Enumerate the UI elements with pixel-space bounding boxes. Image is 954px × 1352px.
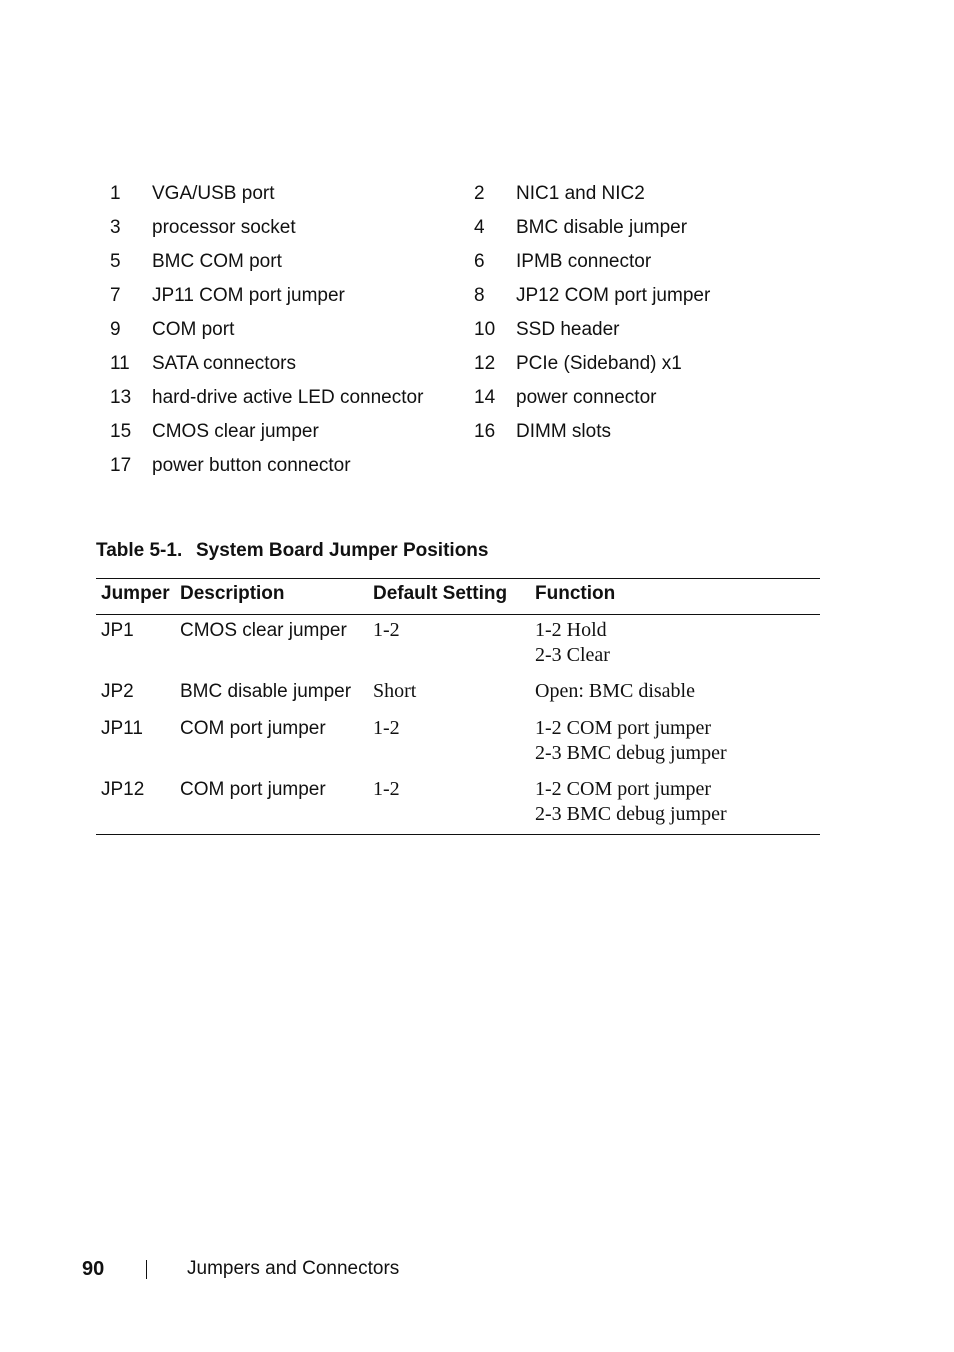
- legend-label: power connector: [516, 387, 657, 408]
- legend-label: JP11 COM port jumper: [152, 285, 345, 306]
- legend-number: 15: [110, 421, 132, 442]
- section-title: Jumpers and Connectors: [187, 1258, 400, 1279]
- cell-description: COM port jumper: [180, 718, 326, 739]
- legend-number: 16: [474, 421, 496, 442]
- legend-label: SATA connectors: [152, 353, 296, 374]
- table-header-rule: [96, 614, 820, 615]
- table-bottom-rule: [96, 834, 820, 835]
- legend-label: JP12 COM port jumper: [516, 285, 711, 306]
- legend-number: 5: [110, 251, 121, 272]
- legend-number: 9: [110, 319, 121, 340]
- legend-number: 7: [110, 285, 121, 306]
- cell-function-line: 2-3 BMC debug jumper: [535, 803, 727, 825]
- legend-number: 12: [474, 353, 496, 374]
- cell-jumper: JP12: [101, 779, 145, 800]
- legend-number: 6: [474, 251, 485, 272]
- table-caption-number: Table 5-1.: [96, 540, 183, 561]
- legend-label: SSD header: [516, 319, 620, 340]
- legend-number: 10: [474, 319, 496, 340]
- legend-number: 3: [110, 217, 121, 238]
- legend-number: 2: [474, 183, 485, 204]
- legend-number: 1: [110, 183, 121, 204]
- column-header-default-setting: Default Setting: [373, 583, 508, 604]
- cell-description: CMOS clear jumper: [180, 620, 347, 641]
- table-caption-title: System Board Jumper Positions: [196, 540, 489, 561]
- legend-number: 11: [110, 353, 130, 374]
- legend-label: VGA/USB port: [152, 183, 275, 204]
- cell-default-setting: 1-2: [373, 619, 400, 641]
- legend-label: IPMB connector: [516, 251, 652, 272]
- legend-label: BMC disable jumper: [516, 217, 688, 238]
- footer-divider: [146, 1260, 147, 1279]
- cell-default-setting: 1-2: [373, 778, 400, 800]
- legend-label: PCIe (Sideband) x1: [516, 353, 682, 374]
- legend-label: NIC1 and NIC2: [516, 183, 645, 204]
- page-number: 90: [82, 1258, 105, 1280]
- cell-jumper: JP1: [101, 620, 134, 641]
- legend-number: 8: [474, 285, 485, 306]
- legend-label: DIMM slots: [516, 421, 611, 442]
- cell-function-line: 2-3 BMC debug jumper: [535, 742, 727, 764]
- cell-default-setting: Short: [373, 680, 417, 702]
- cell-default-setting: 1-2: [373, 717, 400, 739]
- legend-label: BMC COM port: [152, 251, 282, 272]
- cell-description: COM port jumper: [180, 779, 326, 800]
- cell-function-line: 1-2 COM port jumper: [535, 778, 712, 800]
- legend-label: power button connector: [152, 455, 351, 476]
- legend-number: 17: [110, 455, 132, 476]
- cell-description: BMC disable jumper: [180, 681, 352, 702]
- legend-label: COM port: [152, 319, 235, 340]
- cell-function-line: Open: BMC disable: [535, 680, 695, 702]
- column-header-function: Function: [535, 583, 616, 604]
- table-top-rule: [96, 578, 820, 579]
- column-header-description: Description: [180, 583, 285, 604]
- legend-label: CMOS clear jumper: [152, 421, 319, 442]
- legend-number: 14: [474, 387, 496, 408]
- legend-number: 4: [474, 217, 485, 238]
- legend-label: processor socket: [152, 217, 296, 238]
- cell-function-line: 2-3 Clear: [535, 644, 610, 666]
- cell-jumper: JP11: [101, 718, 143, 739]
- legend-label: hard-drive active LED connector: [152, 387, 424, 408]
- cell-function-line: 1-2 COM port jumper: [535, 717, 712, 739]
- legend-number: 13: [110, 387, 132, 408]
- cell-function-line: 1-2 Hold: [535, 619, 607, 641]
- column-header-jumper: Jumper: [101, 583, 170, 604]
- cell-jumper: JP2: [101, 681, 134, 702]
